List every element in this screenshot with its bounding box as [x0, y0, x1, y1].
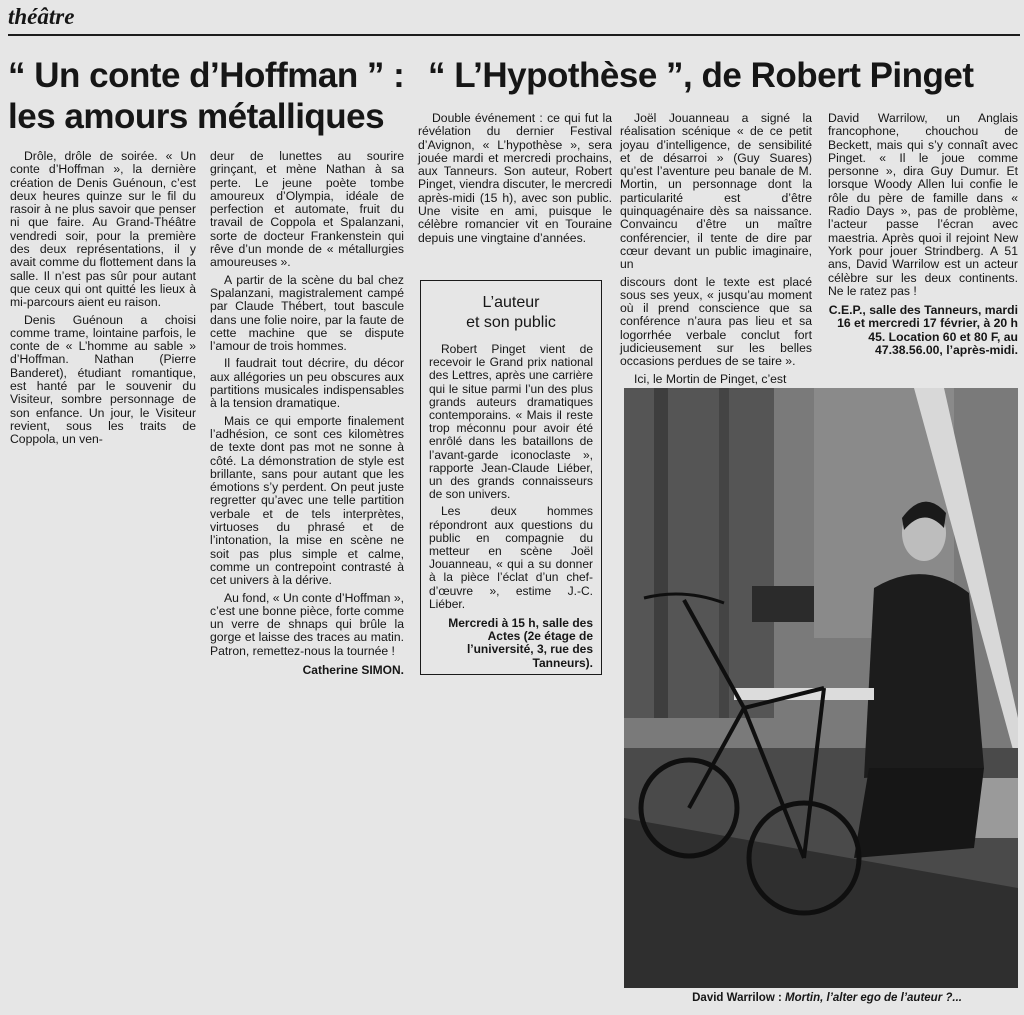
article-left-column-2 — [210, 150, 404, 677]
photo-illustration — [624, 388, 1018, 988]
paragraph: Ici, le Mortin de Pinget, c’est — [634, 371, 787, 386]
paragraph: discours dont le texte est placé sous ses yeux, « jusqu’au moment où il prend conscience que sa conférence n’aura pas lieu et sa logorrhée verbale conclut fort judicieusement sur les belles occasions perdues de se taire ». — [620, 274, 812, 369]
paragraph: Robert Pinget vient de recevoir le Grand prix national des Lettres, après une carrière qui le situe parmi l’un des plus grands auteurs dramatiques contemporains. « Mais il reste trop méconnu pour avoir été enrôlé dans les bataillons de l’avant-garde iconoclaste », rapporte Jean-Claude Liéber, un des grands connaisseurs de son univers. — [429, 342, 593, 502]
paragraph: Double événement : ce qui fut la révélation du dernier Festival d’Avignon, « L’hypothèse », sera jouée mardi et mercredi prochains, aux Tanneurs. Son auteur, Robert Pinget, viendra discuter, le mercredi après-midi (15 h), avec son public. Une visite en ami, puisque le célèbre romancier vit en Touraine depuis une vingtaine d’années. — [418, 111, 612, 245]
caption-text: Mortin, l’alter ego de l’auteur ?... — [785, 992, 962, 1004]
paragraph: Drôle, drôle de soirée. « Un conte d’Hoffman », la dernière création de Denis Guénoun, c’est deux heures quinze sur le fil du rasoir à ne plus savoir que penser ni que faire. Au Grand-Théâtre vendredi soir, pour la première des deux représentations, il y avait comme du flottement dans la salle. Il n’est pas sûr pour autant que ceux qui ont quitté les lieux à mi-parcours aient eu raison. — [10, 149, 196, 310]
sidebar-practical-info: Mercredi à 15 h, salle des Actes (2e étage de l’université, 3, rue des Tanneurs). — [448, 616, 593, 670]
sidebar-body — [429, 343, 593, 670]
sidebar-title-line1: L’auteur — [482, 294, 540, 311]
article-right-column-2 — [620, 112, 812, 386]
article-right-column-3 — [828, 112, 1018, 357]
author-signature: Catherine SIMON. — [302, 662, 404, 677]
photo-caption — [624, 992, 962, 1004]
practical-info: C.E.P., salle des Tanneurs, mardi 16 et mercredi 17 février, à 20 h 45. Location 60 et 80 F, au 47.38.56.00, l’après-midi. — [828, 303, 1018, 358]
paragraph: Il faudrait tout décrire, du décor aux allégories un peu obscures aux partitions musicales indispensables à la tension dramatique. — [210, 356, 404, 411]
paragraph: Mais ce qui emporte finalement l’adhésion, ce sont ces kilomètres de texte dont pas mot ne sonne à côté. La démonstration de style est brillante, sans pour autant que les émotions s’y perdent. On peut juste regretter qu’avec une telle partition verbale et de tels interprètes, virtuoses du phrasé et de l’intonation, la mise en scène ne soit pas plus simple et calme, comme un contrepoint contrasté à cet univers à la dérive. — [210, 413, 404, 588]
sidebar-box — [420, 280, 602, 675]
paragraph: A partir de la scène du bal chez Spalanzani, magistralement campé par Claude Thébert, tout bascule dans une folie noire, par la faute de cette machine que se dispute l’amour de trois hommes. — [210, 272, 404, 354]
rubric-rule — [8, 34, 1020, 36]
paragraph: deur de lunettes au sourire grinçant, et mène Nathan à sa perte. Le jeune poète tombe amoureux d’Olympia, idéale de perfection et automate, fruit du travail de Coppola et Spalanzani, sorte de docteur Frankenstein qui rêve d’un monde de « métallurgies amoureuses ». — [210, 149, 404, 270]
paragraph: Au fond, « Un conte d’Hoffman », c’est une bonne pièce, forte comme un verre de shnaps qui brûle la gorge et laisse des traces au matin. Patron, remettez-nous la tournée ! — [210, 590, 404, 658]
paragraph: David Warrilow, un Anglais francophone, chouchou de Beckett, mais qui s’y connaît avec Pinget. « Il le joue comme personne », dira Guy Dumur. Et lorsque Woody Allen lui confie le rôle du père de famille dans « Radio Days », pas de problème, l’acteur passe l’écran avec maestria. Après quoi il rejoint New York pour jouer Strindberg. A 51 ans, David Warrilow est un acteur célèbre sur les deux continents. Ne le ratez pas ! — [828, 111, 1018, 298]
section-rubric: théâtre — [8, 4, 75, 29]
paragraph: Denis Guénoun a choisi comme trame, lointaine parfois, le conte de « L’homme au sable » d’Hoffman. Nathan (Pierre Banderet), étudiant romantique, est hanté par le souvenir du Visiteur, sombre personnage de son enfance. Un jour, le Visiteur revient, sous les traits de Coppola, un ven- — [10, 312, 196, 447]
caption-name: David Warrilow : — [692, 992, 782, 1004]
sidebar-title — [429, 293, 593, 333]
photo-actor-with-bicycle — [624, 388, 1018, 988]
paragraph: Les deux hommes répondront aux questions du public en compagnie du metteur en scène Joël Jouanneau, « qui a su donner à la pièce l’éclat d’un chef-d’œuvre », estime J.-C. Liéber. — [429, 504, 593, 611]
headline-left-line1: “ Un conte d’Hoffman ” : — [8, 56, 405, 95]
article-right-column-1 — [418, 112, 612, 245]
article-left-column-1 — [10, 150, 196, 447]
sidebar-title-line2: et son public — [466, 314, 556, 331]
headline-left-line2: les amours métalliques — [8, 97, 385, 136]
headline-right-line1: “ L’Hypothèse ”, de Robert Pinget — [428, 56, 974, 95]
paragraph: Joël Jouanneau a signé la réalisation scénique « de ce petit joyau d’intelligence, de sensibilité et de désarroi » (Guy Suares) qu’est l’aventure peu banale de M. Mortin, un personnage dont la particularité est d’être quinquagénaire dès sa naissance. Convaincu d’être un maître conférencier, il tente de dire par cœur devant un public imaginaire, un — [620, 111, 812, 272]
